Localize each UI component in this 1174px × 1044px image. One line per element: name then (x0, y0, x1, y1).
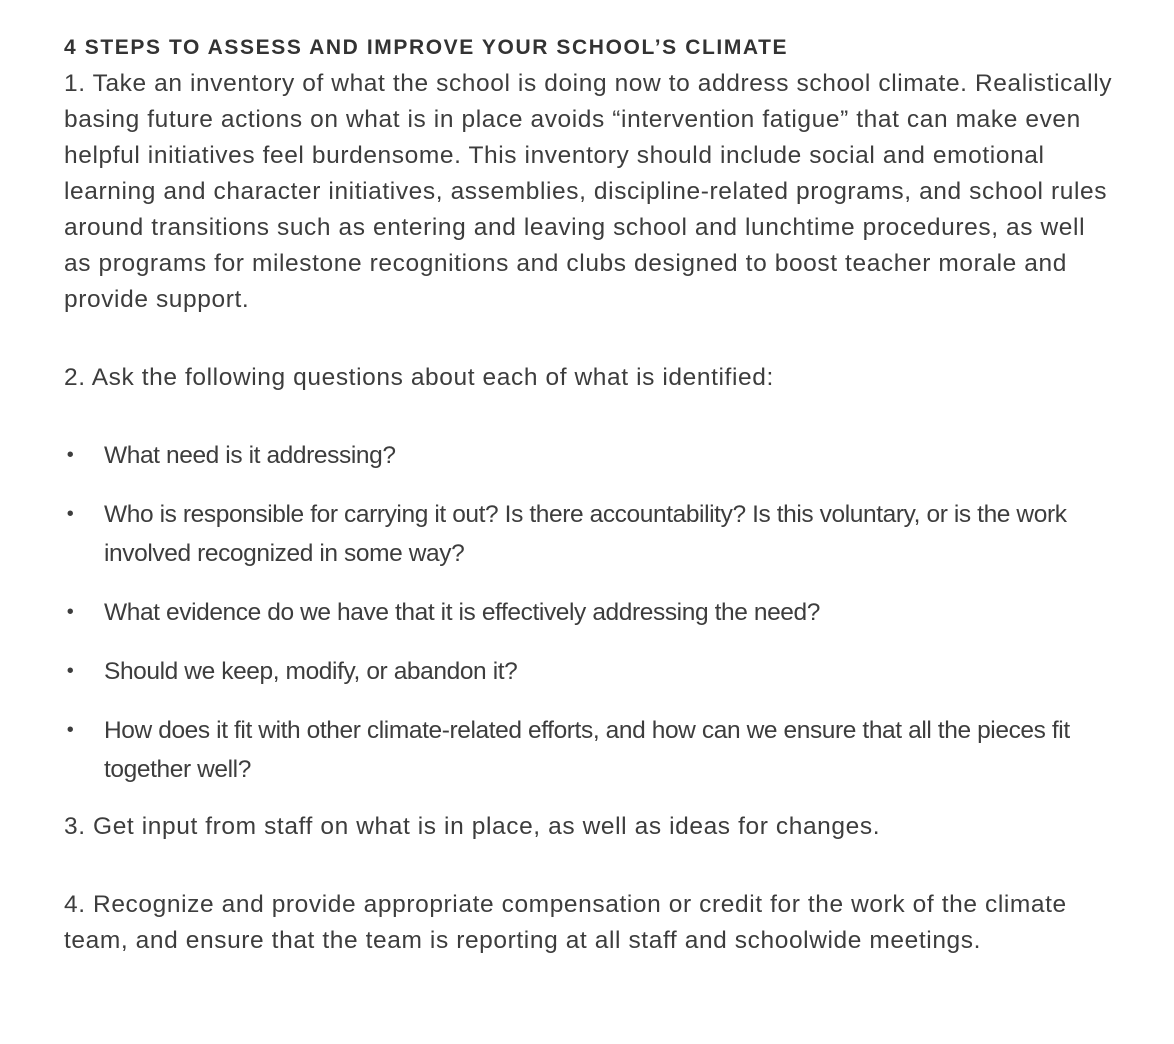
question-text: Who is responsible for carrying it out? Is there accountability? Is this voluntary, or is the work involved recognized in some way? (104, 501, 1067, 567)
list-item (64, 593, 1114, 632)
bullet-icon: • (66, 503, 74, 525)
bullet-icon: • (66, 660, 74, 682)
question-text: What evidence do we have that it is effectively addressing the need? (104, 599, 820, 626)
bullet-icon: • (66, 719, 74, 741)
question-text: Should we keep, modify, or abandon it? (104, 658, 518, 685)
list-item (64, 495, 1114, 573)
step-4-paragraph: 4. Recognize and provide appropriate compensation or credit for the work of the climate team, and ensure that the team is reporting at all staff and schoolwide meetings. (64, 891, 1067, 954)
question-text: How does it fit with other climate-related efforts, and how can we ensure that all the pieces fit together well? (104, 717, 1070, 783)
step-2-paragraph: 2. Ask the following questions about each of what is identified: (64, 364, 774, 391)
list-item (64, 711, 1114, 789)
step-3-paragraph: 3. Get input from staff on what is in place, as well as ideas for changes. (64, 813, 881, 840)
step-1-paragraph: 1. Take an inventory of what the school is doing now to address school climate. Realistically basing future actions on what is in place avoids “intervention fatigue” that can make even helpful initiatives feel burdensome. This inventory should include social and emotional learning and character initiatives, assemblies, discipline-related programs, and school rules around transitions such as entering and leaving school and lunchtime procedures, as well as programs for milestone recognitions and clubs designed to boost teacher morale and provide support. (64, 70, 1113, 313)
questions-list (64, 436, 1114, 789)
article-body (64, 30, 1114, 959)
list-item (64, 652, 1114, 691)
bullet-icon: • (66, 601, 74, 623)
section-title: 4 STEPS TO ASSESS AND IMPROVE YOUR SCHOOL’S CLIMATE (64, 36, 789, 59)
bullet-icon: • (66, 444, 74, 466)
list-item (64, 436, 1114, 475)
question-text: What need is it addressing? (104, 442, 396, 469)
